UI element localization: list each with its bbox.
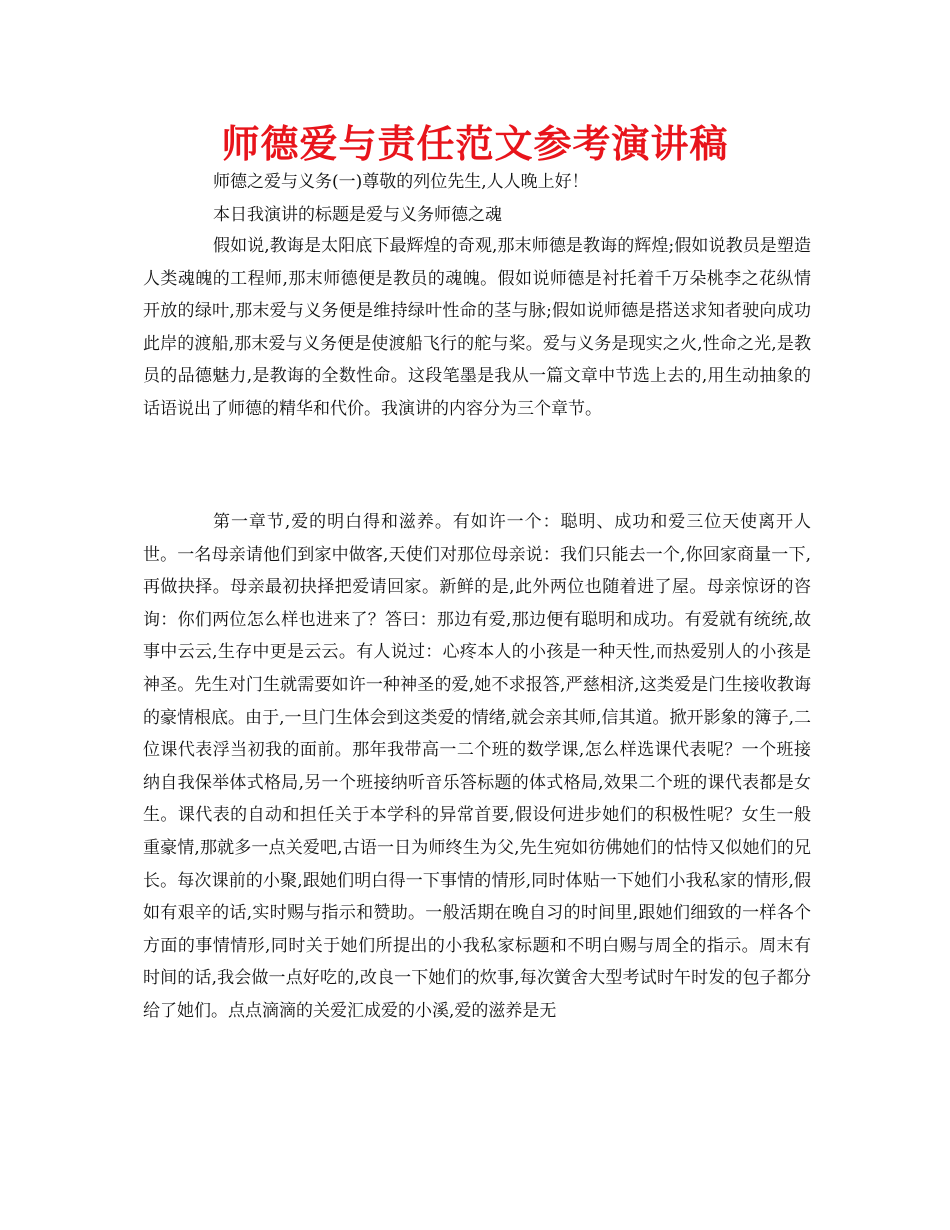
lead-line-topic: 本日我演讲的标题是爱与义务师德之魂 xyxy=(213,205,502,225)
paragraph-intro: 假如说,教诲是太阳底下最辉煌的奇观,那末师德是教诲的辉煌;假如说教员是塑造人类魂魄的工程师,那末师德便是教员的魂魄。假如说师德是衬托着千万朵桃李之花纵情开放的绿叶,那末爱与义务便是维持绿叶性命的茎与脉;假如说师德是搭送求知者驶向成功此岸的渡船,那末爱与义务便是使渡船飞行的舵与桨。爱与义务是现实之火,性命之光,是教员的品德魅力,是教诲的全数性命。这段笔墨是我从一篇文章中节选上去的,用生动抽象的话语说出了师德的精华和代价。我演讲的内容分为三个章节。 xyxy=(143,236,811,419)
paragraph-chapter-one: 第一章节,爱的明白得和滋养。有如许一个：聪明、成功和爱三位天使离开人世。一名母亲请他们到家中做客,天使们对那位母亲说：我们只能去一个,你回家商量一下,再做抉择。母亲最初抉择把爱请回家。新鲜的是,此外两位也随着进了屋。母亲惊讶的咨询：你们两位怎么样也进来了？答曰：那边有爱,那边便有聪明和成功。有爱就有统统,故事中云云,生存中更是云云。有人说过：心疼本人的小孩是一种天性,而热爱别人的小孩是神圣。先生对门生就需要如许一种神圣的爱,她不求报答,严慈相济,这类爱是门生接收教诲的豪情根底。由于,一旦门生体会到这类爱的情绪,就会亲其师,信其道。掀开影象的簿子,二位课代表浮当初我的面前。那年我带高一二个班的数学课,怎么样选课代表呢？一个班接纳自我保举体式格局,另一个班接纳听音乐答标题的体式格局,效果二个班的课代表都是女生。课代表的自动和担任关于本学科的异常首要,假设何进步她们的积极性呢？女生一般重豪情,那就多一点关爱吧,古语一日为师终生为父,先生宛如彷佛她们的怙恃又似她们的兄长。每次课前的小聚,跟她们明白得一下事情的情形,同时体贴一下她们小我私家的情形,假如有艰辛的话,实时赐与指示和赞助。一般活期在晚自习的时间里,跟她们细致的一样各个方面的事情情形,同时关于她们所提出的小我私家标题和不明白赐与周全的指示。周末有时间的话,我会做一点好吃的,改良一下她们的炊事,每次黉舍大型考试时午时发的包子都分给了她们。点点滴滴的关爱汇成爱的小溪,爱的滋养是无 xyxy=(143,512,811,1021)
document-title: 师德爱与责任范文参考演讲稿 xyxy=(221,122,729,166)
lead-line-greeting: 师德之爱与义务(一)尊敬的列位先生,人人晚上好！ xyxy=(213,172,589,192)
